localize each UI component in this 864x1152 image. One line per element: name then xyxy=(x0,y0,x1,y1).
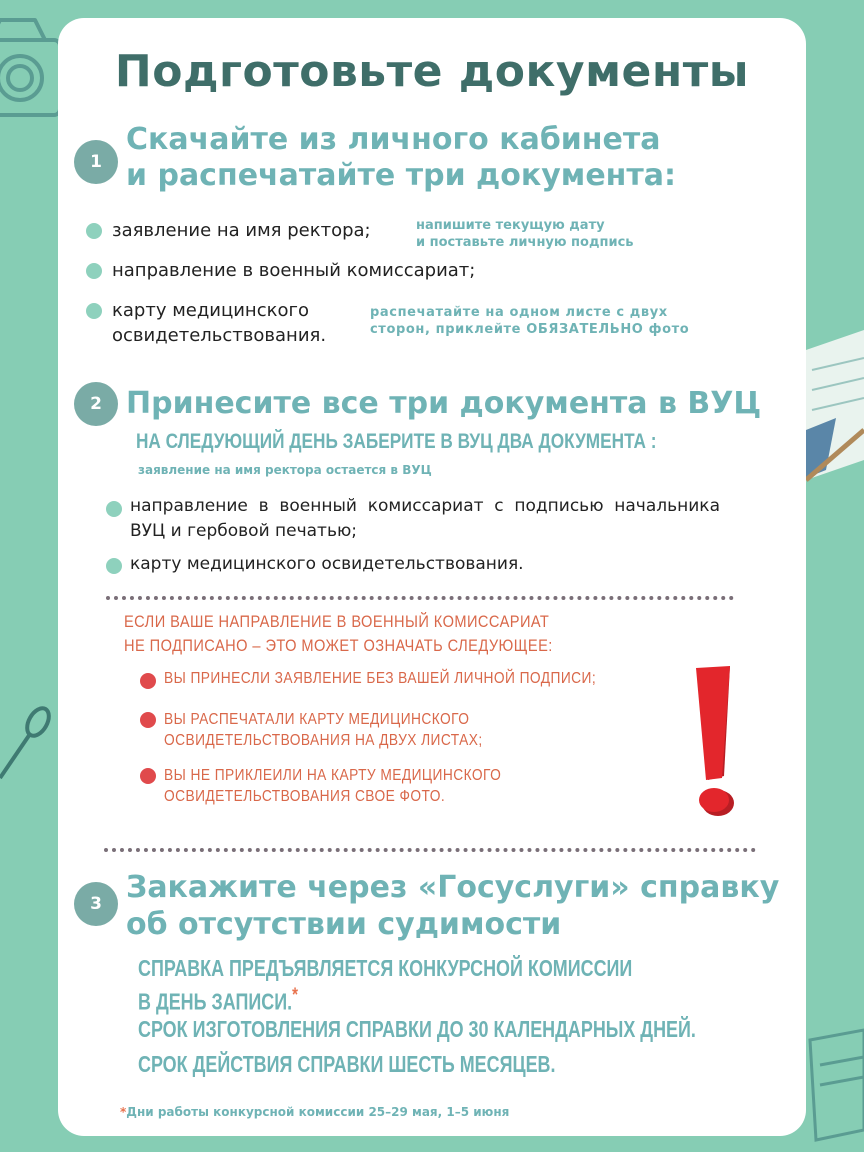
list-bullet xyxy=(86,303,102,319)
footnote: *Дни работы конкурсной комиссии 25–29 мая, 1–5 июня xyxy=(120,1105,510,1119)
item-note: распечатайте на одном листе с двух сторон, приклейте ОБЯЗАТЕЛЬНО фото xyxy=(370,305,690,337)
list-item: карту медицинского освидетельствования. xyxy=(130,554,524,574)
list-item: заявление на имя ректора; xyxy=(112,220,371,241)
section-divider xyxy=(104,848,756,852)
step-number: 2 xyxy=(74,382,118,426)
step-number: 3 xyxy=(74,882,118,926)
list-item: направление в военный комиссариат с подписью начальника ВУЦ и гербовой печатью; xyxy=(130,496,720,541)
step-heading: Закажите через «Госуслуги» справку об отсутствии судимости xyxy=(126,870,780,942)
step-heading: Принесите все три документа в ВУЦ xyxy=(126,386,762,421)
step-note: заявление на имя ректора остается в ВУЦ xyxy=(138,463,432,477)
list-bullet xyxy=(86,223,102,239)
info-line: СРОК ИЗГОТОВЛЕНИЯ СПРАВКИ ДО 30 КАЛЕНДАРНЫХ ДНЕЙ. xyxy=(138,1016,696,1042)
list-bullet xyxy=(106,558,122,574)
warning-bullet xyxy=(140,712,156,728)
step-number: 1 xyxy=(74,140,118,184)
step-subheading: НА СЛЕДУЮЩИЙ ДЕНЬ ЗАБЕРИТЕ В ВУЦ ДВА ДОКУМЕНТА : xyxy=(136,430,657,453)
warning-reason: ВЫ ПРИНЕСЛИ ЗАЯВЛЕНИЕ БЕЗ ВАШЕЙ ЛИЧНОЙ ПОДПИСИ; xyxy=(164,670,597,687)
list-item: карту медицинского освидетельствования. xyxy=(112,300,327,346)
warning-bullet xyxy=(140,673,156,689)
page-title: Подготовьте документы xyxy=(114,46,750,97)
section-divider xyxy=(106,596,734,600)
warning-reason: ВЫ НЕ ПРИКЛЕИЛИ НА КАРТУ МЕДИЦИНСКОГО ОСВИДЕТЕЛЬСТВОВАНИЯ СВОЕ ФОТО. xyxy=(164,767,502,805)
list-bullet xyxy=(86,263,102,279)
step-heading: Скачайте из личного кабинета и распечатайте три документа: xyxy=(126,122,677,193)
list-bullet xyxy=(106,501,122,517)
main-card xyxy=(58,18,806,1136)
info-line: СПРАВКА ПРЕДЪЯВЛЯЕТСЯ КОНКУРСНОЙ КОМИССИИ В ДЕНЬ ЗАПИСИ.* xyxy=(138,955,633,1015)
list-item: направление в военный комиссариат; xyxy=(112,260,476,281)
warning-reason: ВЫ РАСПЕЧАТАЛИ КАРТУ МЕДИЦИНСКОГО ОСВИДЕТЕЛЬСТВОВАНИЯ НА ДВУХ ЛИСТАХ; xyxy=(164,711,483,749)
item-note: напишите текущую дату и поставьте личную подпись xyxy=(416,218,634,250)
paper-doodle-icon xyxy=(806,330,864,490)
warning-intro: ЕСЛИ ВАШЕ НАПРАВЛЕНИЕ В ВОЕННЫЙ КОМИССАРИАТ НЕ ПОДПИСАНО – ЭТО МОЖЕТ ОЗНАЧАТЬ СЛЕДУЮЩЕЕ: xyxy=(124,612,553,655)
pencil-doodle-icon xyxy=(0,700,60,790)
warning-bullet xyxy=(140,768,156,784)
info-line: СРОК ДЕЙСТВИЯ СПРАВКИ ШЕСТЬ МЕСЯЦЕВ. xyxy=(138,1051,556,1077)
paper-doodle-icon xyxy=(806,1020,864,1152)
exclamation-icon xyxy=(688,658,756,828)
